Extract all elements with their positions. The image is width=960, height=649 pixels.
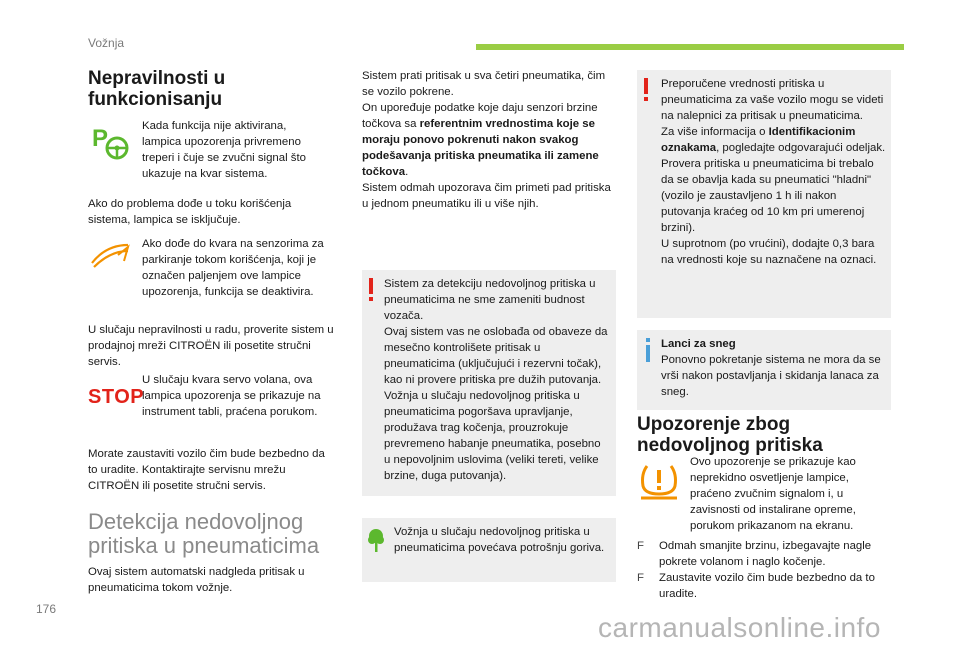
paragraph-check-system: U slučaju nepravilnosti u radu, proverite sistem u prodajnoj mreži CITROËN ili posetite stručni servis. bbox=[88, 324, 334, 368]
eco-box-text: Vožnja u slučaju nedovoljnog pritiska u pneumaticima povećava potrošnju goriva. bbox=[394, 526, 605, 554]
header-accent-bar bbox=[476, 44, 904, 50]
text-period: . bbox=[405, 166, 409, 178]
paragraph-problem-during-use: Ako do problema dođe u toku korišćenja sistema, lampica se isključuje. bbox=[88, 198, 292, 226]
heading-under-inflation-detection: Detekcija nedovoljnog pritiska u pneumaticima bbox=[88, 509, 320, 558]
text-identification-markings: Identifikacionim oznakama bbox=[661, 126, 856, 154]
stop-warning-icon: STOP bbox=[88, 386, 145, 408]
warning-box-pressure-text bbox=[661, 76, 887, 268]
text-compares: On upoređuje podatke koje daju senzori brzine točkova sa bbox=[362, 102, 598, 130]
paragraph-power-steering-failure: U slučaju kvara servo volana, ova lampica upozorenja se prikazuje na instrument tabli, praćena porukom. bbox=[142, 374, 321, 418]
list-item bbox=[637, 538, 891, 570]
section-label: Vožnja bbox=[88, 36, 125, 50]
text-more-info: Za više informacija o bbox=[661, 126, 766, 138]
text-warns-immediately: Sistem odmah upozorava čim primeti pad pritiska u jednom pneumatiku ili u više njih. bbox=[362, 182, 611, 210]
text-see-section: , pogledajte odgovarajući odeljak. bbox=[716, 142, 886, 154]
steering-sensor-icon bbox=[88, 240, 132, 270]
warning-box-text: Sistem za detekciju nedovoljnog pritiska u pneumaticima ne sme zameniti budnost vozača. Ovaj sistem vas ne oslobađa od obaveze da mesečno kontrolišete pritisak u pneumaticima (uključujući i rezervni točak), kao ni provere pritiska pre dužih putovanja. Vožnja u slučaju nedovoljnog pritiska u pneumaticima pogoršava upravljanje, produžava trag kočenja, prouzrokuje prevremeno habanje pneumatika, posebno u nepovoljnim uslovima (veliki tereti, velike brzine, duga putovanja). bbox=[384, 278, 608, 482]
info-box-title: Lanci za sneg bbox=[661, 338, 736, 350]
text-tracks-intro: Sistem prati pritisak u sva četiri pneumatika, čim se vozilo pokrene. bbox=[362, 70, 606, 98]
text-recommended: Preporučene vrednosti pritiska u pneumaticima za vaše vozilo mogu se videti na nalepnici za pritisak u pneumaticima. bbox=[661, 78, 884, 122]
bullet-flag-icon: F bbox=[637, 540, 644, 552]
eco-box-fuel bbox=[362, 518, 616, 582]
info-box-content bbox=[661, 336, 885, 400]
tyre-pressure-warning-icon bbox=[637, 458, 681, 502]
text-reference-values: referentnim vrednostima koje se moraju ponovo pokrenuti nakon svakog podešavanja pritiska pneumatika ili zamene točkova bbox=[362, 118, 599, 178]
warning-box-recommended-pressure bbox=[637, 70, 891, 318]
info-icon bbox=[645, 338, 651, 362]
text-check-cold: Provera pritiska u pneumaticima bi trebalo da se obavlja kada su pneumatici "hladni" (vozilo je zaustavljeno 1 h ili nakon putovanja kraćeg od 10 km pri umerenoj brzini). U suprotnom (po vrućini), dodajte 0,3 bara na vrednosti koje su naznačene na oznaci. bbox=[661, 158, 877, 266]
bullet-flag-icon: F bbox=[637, 572, 644, 584]
list-item bbox=[637, 570, 891, 602]
exclamation-icon bbox=[368, 278, 374, 302]
svg-text:P: P bbox=[92, 125, 109, 152]
warning-box-vigilance bbox=[362, 270, 616, 496]
info-box-snow-chains bbox=[637, 330, 891, 410]
watermark-text: carmanualsonline.info bbox=[598, 612, 881, 643]
paragraph-warning-displayed: Ovo upozorenje se prikazuje kao neprekidno osvetljenje lampice, praćeno zvučnim signalom i, u zavisnosti od instalirane opreme, porukom prikazanom na ekranu. bbox=[690, 456, 856, 532]
heading-under-inflation-warning: Upozorenje zbog nedovoljnog pritiska bbox=[637, 414, 823, 456]
heading-malfunctions: Nepravilnosti u funkcionisanju bbox=[88, 68, 226, 110]
list-item-text: Odmah smanjite brzinu, izbegavajte nagle pokrete volanom i naglo kočenje. bbox=[659, 540, 872, 568]
paragraph-system-monitors: Ovaj sistem automatski nadgleda pritisak u pneumaticima tokom vožnje. bbox=[88, 566, 305, 594]
action-list bbox=[637, 538, 891, 602]
park-assist-warning-icon bbox=[88, 120, 132, 164]
paragraph-stop-vehicle: Morate zaustaviti vozilo čim bude bezbedno da to uradite. Kontaktirajte servisnu mrežu CITROËN ili posetite stručni servis. bbox=[88, 448, 325, 492]
info-box-text: Ponovno pokretanje sistema ne mora da se vrši nakon postavljanja i skidanja lanaca za sneg. bbox=[661, 354, 881, 398]
tree-icon bbox=[368, 528, 384, 552]
exclamation-icon bbox=[643, 78, 649, 102]
paragraph-system-tracks bbox=[362, 68, 616, 212]
paragraph-function-not-active: Kada funkcija nije aktivirana, lampica upozorenja privremeno treperi i čuje se zvučni signal što ukazuje na kvar sistema. bbox=[142, 120, 306, 180]
list-item-text: Zaustavite vozilo čim bude bezbedno da to uradite. bbox=[659, 572, 875, 600]
paragraph-sensor-failure: Ako dođe do kvara na senzorima za parkiranje tokom korišćenja, koji je označen paljenjem ove lampice upozorenja, funkcija se deaktivira. bbox=[142, 238, 324, 298]
page-number: 176 bbox=[36, 602, 57, 616]
